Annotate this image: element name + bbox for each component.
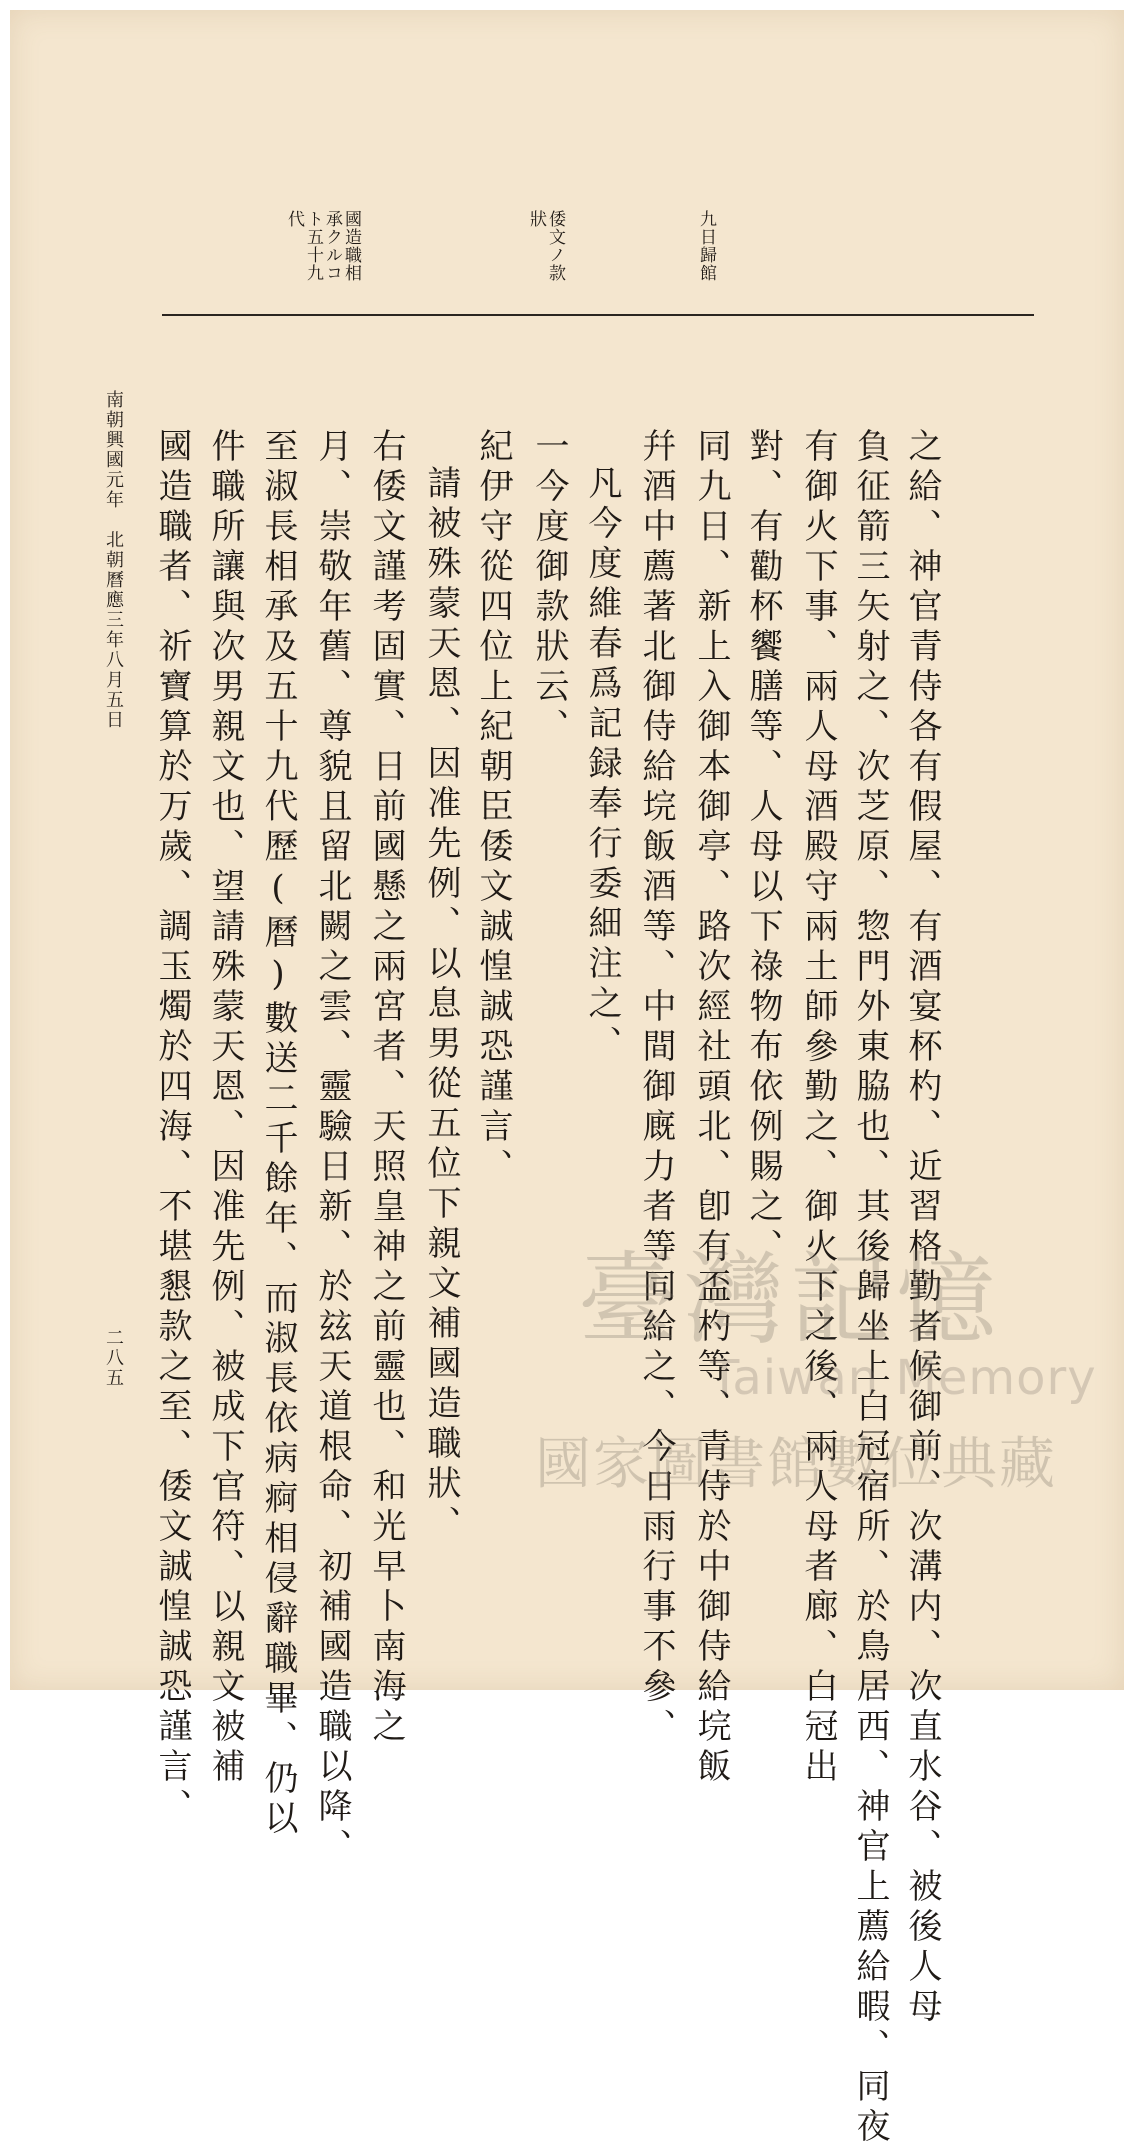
text-column-1: 之給、神官青侍各有假屋、有酒宴杯杓、近習格勤者候御前、次溝内、次直水谷、被後人母 xyxy=(902,428,942,2028)
text-column-9: 紀伊守從四位上紀朝臣倭文誠惶誠恐謹言、 xyxy=(473,428,513,1188)
header-rule xyxy=(162,314,1034,316)
watermark-english: Taiwan Memory xyxy=(710,1350,1097,1406)
margin-note-1: 九日歸館 xyxy=(696,210,716,282)
text-column-8: 一今度御款狀云、 xyxy=(529,428,569,748)
watermark-logo-text: 臺灣記憶 xyxy=(578,1241,1002,1358)
text-column-13: 至淑長相承及五十九代歷(曆)數送二千餘年、而淑長依病痾相侵辭職畢、仍以 xyxy=(258,428,298,1840)
text-column-6: 幷酒中薦著北御侍給垸飯酒等、中間御廐力者等同給之、今日雨行事不參、 xyxy=(636,428,676,1748)
text-column-4: 對、有勸杯饗膳等、人母以下祿物布依例賜之、 xyxy=(743,428,783,1268)
text-column-15: 國造職者、祈寶算於万歲、調玉燭於四海、不堪懇款之至、倭文誠惶誠恐謹言、 xyxy=(152,428,192,1828)
text-column-3: 有御火下事、兩人母酒殿守兩土師參勤之、御火下之後、兩人母者廊、白冠出 xyxy=(798,428,838,1788)
page-number: 二八五 xyxy=(103,1328,124,1388)
text-column-12: 月、崇敬年舊、尊貌且留北闕之雲、靈驗日新、於玆天道根命、初補國造職以降、 xyxy=(312,428,352,1868)
text-column-14: 件職所讓與次男親文也、望請殊蒙天恩、因准先例、被成下官符、以親文被補 xyxy=(205,428,245,1788)
text-column-7: 凡今度維春爲記録奉行委細注之、 xyxy=(582,465,622,1065)
margin-note-2: 倭文ノ款狀 xyxy=(526,210,565,282)
date-footer: 南朝興國元年 北朝曆應三年八月五日 xyxy=(103,390,124,730)
text-column-5: 同九日、新上入御本御亭、路次經社頭北、卽有盃杓等、青侍於中御侍給垸飯 xyxy=(691,428,731,1788)
margin-note-3: 國造職相承クルコト五十九代 xyxy=(284,210,361,282)
text-column-11: 右倭文謹考固實、日前國懸之兩宮者、天照皇神之前靈也、和光早卜南海之 xyxy=(366,428,406,1748)
text-column-2: 負征箭三矢射之、次芝原、惣門外東脇也、其後歸坐上白冠宿所、於鳥居西、神官上薦給暇、同夜 xyxy=(850,428,890,2148)
document-page xyxy=(10,10,1124,2148)
watermark-library: 國家圖書館數位典藏 xyxy=(535,1432,1057,1497)
text-column-10: 請被殊蒙天恩、因准先例、以息男從五位下親文補國造職狀、 xyxy=(421,465,461,1545)
